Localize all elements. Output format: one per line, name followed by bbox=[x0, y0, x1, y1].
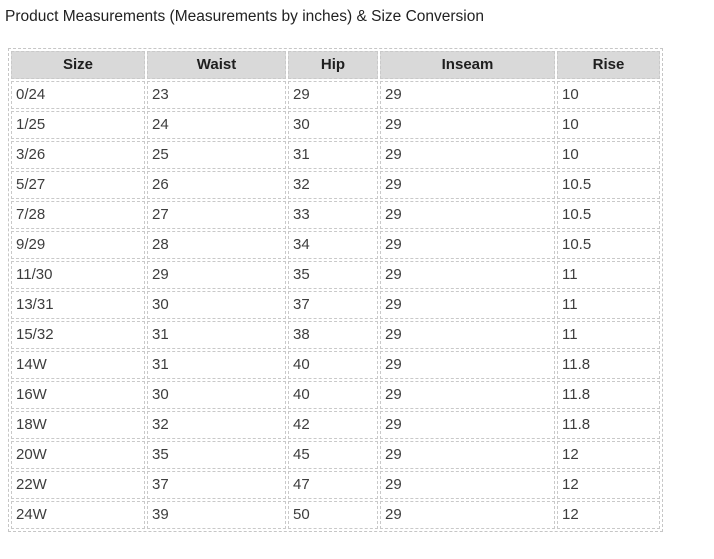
cell-hip: 35 bbox=[288, 261, 378, 289]
cell-hip: 34 bbox=[288, 231, 378, 259]
cell-waist: 31 bbox=[147, 321, 286, 349]
cell-waist: 37 bbox=[147, 471, 286, 499]
cell-rise: 10.5 bbox=[557, 171, 660, 199]
size-chart-table bbox=[8, 48, 663, 532]
cell-inseam: 29 bbox=[380, 321, 555, 349]
cell-waist: 35 bbox=[147, 441, 286, 469]
cell-waist: 28 bbox=[147, 231, 286, 259]
cell-size: 7/28 bbox=[11, 201, 145, 229]
table-row bbox=[11, 81, 660, 109]
cell-waist: 27 bbox=[147, 201, 286, 229]
column-header-size: Size bbox=[11, 51, 145, 79]
cell-waist: 29 bbox=[147, 261, 286, 289]
cell-size: 18W bbox=[11, 411, 145, 439]
table-header bbox=[11, 51, 660, 79]
table-row bbox=[11, 501, 660, 529]
cell-hip: 50 bbox=[288, 501, 378, 529]
table-row bbox=[11, 471, 660, 499]
cell-size: 15/32 bbox=[11, 321, 145, 349]
cell-inseam: 29 bbox=[380, 171, 555, 199]
cell-hip: 42 bbox=[288, 411, 378, 439]
cell-size: 24W bbox=[11, 501, 145, 529]
cell-inseam: 29 bbox=[380, 141, 555, 169]
cell-waist: 31 bbox=[147, 351, 286, 379]
cell-inseam: 29 bbox=[380, 351, 555, 379]
cell-rise: 11.8 bbox=[557, 351, 660, 379]
table-row bbox=[11, 411, 660, 439]
cell-rise: 11 bbox=[557, 261, 660, 289]
cell-hip: 32 bbox=[288, 171, 378, 199]
cell-hip: 29 bbox=[288, 81, 378, 109]
table-row bbox=[11, 381, 660, 409]
cell-inseam: 29 bbox=[380, 81, 555, 109]
cell-hip: 31 bbox=[288, 141, 378, 169]
cell-hip: 38 bbox=[288, 321, 378, 349]
cell-size: 13/31 bbox=[11, 291, 145, 319]
cell-rise: 11 bbox=[557, 321, 660, 349]
table-row bbox=[11, 441, 660, 469]
table-row bbox=[11, 291, 660, 319]
cell-size: 1/25 bbox=[11, 111, 145, 139]
column-header-rise: Rise bbox=[557, 51, 660, 79]
column-header-inseam: Inseam bbox=[380, 51, 555, 79]
cell-rise: 12 bbox=[557, 441, 660, 469]
cell-inseam: 29 bbox=[380, 501, 555, 529]
cell-hip: 45 bbox=[288, 441, 378, 469]
cell-waist: 30 bbox=[147, 291, 286, 319]
table-row bbox=[11, 201, 660, 229]
cell-waist: 39 bbox=[147, 501, 286, 529]
cell-rise: 12 bbox=[557, 471, 660, 499]
cell-inseam: 29 bbox=[380, 201, 555, 229]
table-row bbox=[11, 351, 660, 379]
cell-size: 0/24 bbox=[11, 81, 145, 109]
cell-waist: 26 bbox=[147, 171, 286, 199]
cell-rise: 10 bbox=[557, 141, 660, 169]
cell-size: 14W bbox=[11, 351, 145, 379]
cell-rise: 10 bbox=[557, 111, 660, 139]
cell-inseam: 29 bbox=[380, 231, 555, 259]
cell-hip: 47 bbox=[288, 471, 378, 499]
cell-inseam: 29 bbox=[380, 261, 555, 289]
cell-waist: 23 bbox=[147, 81, 286, 109]
table-row bbox=[11, 321, 660, 349]
column-header-hip: Hip bbox=[288, 51, 378, 79]
cell-size: 22W bbox=[11, 471, 145, 499]
page-title: Product Measurements (Measurements by inches) & Size Conversion bbox=[5, 8, 484, 25]
cell-rise: 11.8 bbox=[557, 411, 660, 439]
cell-size: 5/27 bbox=[11, 171, 145, 199]
cell-inseam: 29 bbox=[380, 381, 555, 409]
table-row bbox=[11, 171, 660, 199]
cell-hip: 30 bbox=[288, 111, 378, 139]
cell-hip: 37 bbox=[288, 291, 378, 319]
table-row bbox=[11, 231, 660, 259]
cell-size: 9/29 bbox=[11, 231, 145, 259]
cell-inseam: 29 bbox=[380, 471, 555, 499]
cell-waist: 30 bbox=[147, 381, 286, 409]
cell-size: 16W bbox=[11, 381, 145, 409]
cell-inseam: 29 bbox=[380, 291, 555, 319]
table-row bbox=[11, 111, 660, 139]
cell-waist: 25 bbox=[147, 141, 286, 169]
cell-rise: 10 bbox=[557, 81, 660, 109]
cell-size: 11/30 bbox=[11, 261, 145, 289]
column-header-waist: Waist bbox=[147, 51, 286, 79]
cell-inseam: 29 bbox=[380, 441, 555, 469]
table-body bbox=[11, 81, 660, 529]
cell-size: 20W bbox=[11, 441, 145, 469]
cell-size: 3/26 bbox=[11, 141, 145, 169]
table-row bbox=[11, 261, 660, 289]
cell-hip: 40 bbox=[288, 351, 378, 379]
cell-rise: 10.5 bbox=[557, 231, 660, 259]
cell-rise: 11 bbox=[557, 291, 660, 319]
table-row bbox=[11, 141, 660, 169]
header-row bbox=[11, 51, 660, 79]
cell-inseam: 29 bbox=[380, 111, 555, 139]
cell-rise: 12 bbox=[557, 501, 660, 529]
cell-hip: 33 bbox=[288, 201, 378, 229]
cell-inseam: 29 bbox=[380, 411, 555, 439]
cell-rise: 11.8 bbox=[557, 381, 660, 409]
cell-waist: 24 bbox=[147, 111, 286, 139]
cell-rise: 10.5 bbox=[557, 201, 660, 229]
cell-hip: 40 bbox=[288, 381, 378, 409]
cell-waist: 32 bbox=[147, 411, 286, 439]
